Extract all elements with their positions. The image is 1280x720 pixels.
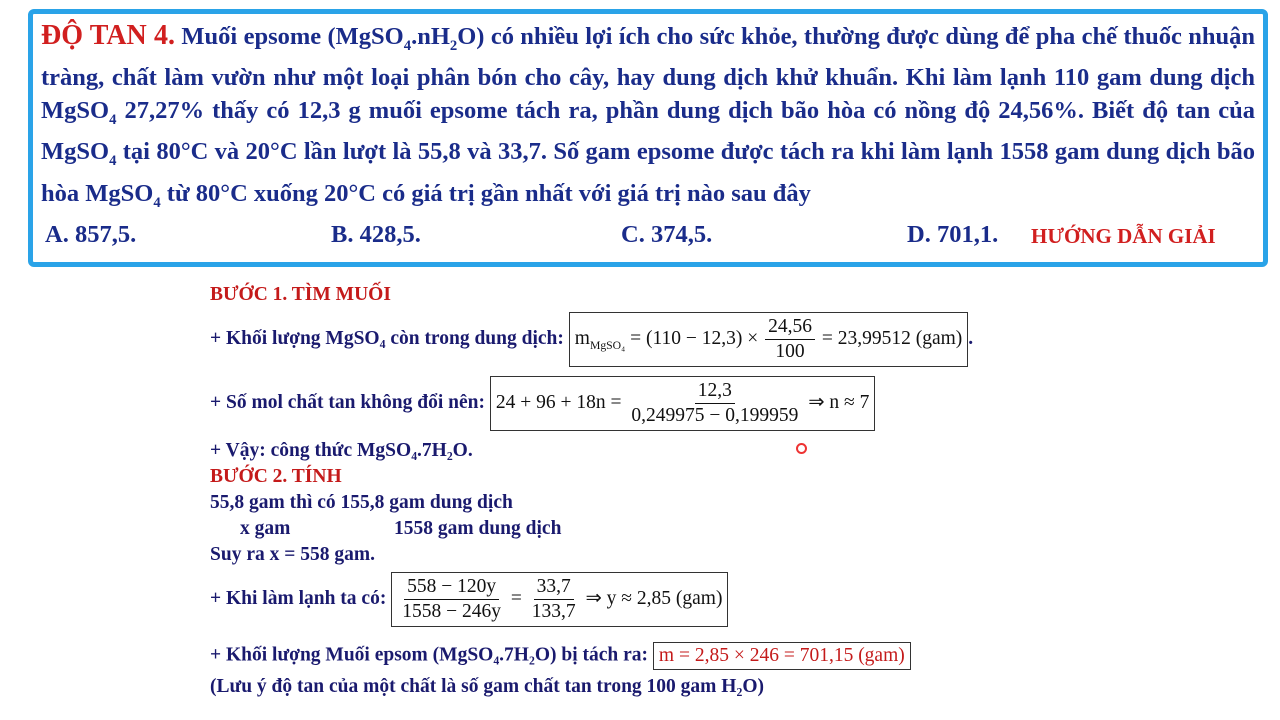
option-c[interactable]: C. 374,5. — [621, 221, 713, 249]
formula-box-3 — [391, 572, 728, 627]
solution-note: (Lưu ý độ tan của một chất là số gam chất tan trong 100 gam H₂O) — [210, 676, 764, 697]
formula-part: ⇒ n ≈ 7 — [803, 391, 870, 413]
subscript: 4 — [109, 153, 117, 170]
formula-part: = — [505, 587, 527, 609]
formula-part: = 23,99512 (gam) — [816, 327, 963, 349]
step1-title: BƯỚC 1. TÌM MUỐI — [210, 284, 391, 305]
line-label: + Khối lượng MgSO₄ còn trong dung dịch: — [210, 327, 564, 349]
solution-line-3: + Vậy: công thức MgSO₄.7H₂O. — [210, 440, 473, 461]
formula-box-4: m = 2,85 × 246 = 701,15 (gam) — [653, 642, 911, 670]
step2-title: BƯỚC 2. TÍNH — [210, 466, 342, 487]
solution-line-7 — [210, 572, 728, 627]
period: . — [968, 327, 974, 349]
formula-sub: MgSO₄ — [589, 338, 626, 352]
question-part: O) có nhiều lợi ích cho sức khỏe, thường được dùng để pha chế thuốc nhuận tràng, chất làm vườn như một loại phân bón cho cây, hay dung dịch khử khuẩn. Khi làm lạnh 110 gam dung dịch MgSO — [41, 23, 1255, 124]
question-text — [41, 20, 1255, 219]
formula-box-1 — [569, 312, 969, 367]
numerator: 33,7 — [534, 575, 574, 600]
numerator: 558 − 120y — [404, 575, 499, 600]
fraction — [529, 575, 579, 624]
fraction — [628, 379, 801, 428]
formula-box-2 — [490, 376, 876, 431]
solution-line-5a: x gam — [240, 518, 291, 539]
numerator: 24,56 — [765, 315, 815, 340]
question-part: từ 80°C xuống 20°C có giá trị gần nhất với giá trị nào sau đây — [160, 179, 811, 207]
subscript: 4 — [153, 194, 161, 211]
answer-options — [41, 219, 1255, 253]
line-label: + Khi làm lạnh ta có: — [210, 587, 387, 609]
option-b[interactable]: B. 428,5. — [331, 221, 421, 249]
question-heading: ĐỘ TAN 4. — [41, 20, 176, 51]
subscript: 2 — [449, 37, 458, 54]
formula-part: 24 + 96 + 18n = — [495, 391, 627, 413]
subscript: 4 — [109, 111, 117, 128]
solution-line-8 — [210, 642, 911, 670]
cursor-dot — [796, 443, 807, 454]
question-part: .nH — [411, 23, 450, 50]
guide-label: HƯỚNG DẪN GIẢI — [1031, 224, 1216, 249]
line-label: + Khối lượng Muối epsom (MgSO₄.7H₂O) bị tách ra: — [210, 644, 649, 666]
question-part: Muối epsome (MgSO — [175, 23, 404, 50]
formula-part: m — [574, 327, 590, 349]
formula-part: = (110 − 12,3) × — [625, 327, 764, 349]
fraction — [399, 575, 504, 624]
denominator: 1558 − 246y — [402, 601, 501, 622]
denominator: 133,7 — [531, 601, 576, 622]
solution-line-1 — [210, 312, 973, 367]
question-part: 27,27% thấy có 12,3 g muối epsome tách ra, phần dung dịch bão hòa có nồng độ 24,56%. Biết độ tan của MgSO — [41, 96, 1255, 166]
option-d[interactable]: D. 701,1. — [907, 221, 999, 249]
option-a[interactable]: A. 857,5. — [45, 221, 137, 249]
solution-line-2 — [210, 376, 875, 431]
fraction — [765, 315, 815, 364]
denominator: 100 — [775, 341, 805, 362]
formula-part: ⇒ y ≈ 2,85 (gam) — [580, 587, 723, 609]
solution-line-5b: 1558 gam dung dịch — [394, 518, 562, 539]
denominator: 0,249975 − 0,199959 — [631, 405, 799, 426]
numerator: 12,3 — [695, 379, 735, 404]
subscript: 4 — [403, 37, 412, 54]
question-box — [28, 9, 1268, 267]
solution-line-4: 55,8 gam thì có 155,8 gam dung dịch — [210, 492, 513, 513]
solution-line-6: Suy ra x = 558 gam. — [210, 544, 375, 565]
question-part: tại 80°C và 20°C lần lượt là 55,8 và 33,7. Số gam epsome được tách ra khi làm lạnh 1558 gam dung dịch bão hòa MgSO — [41, 138, 1255, 207]
line-label: + Số mol chất tan không đổi nên: — [210, 391, 485, 413]
